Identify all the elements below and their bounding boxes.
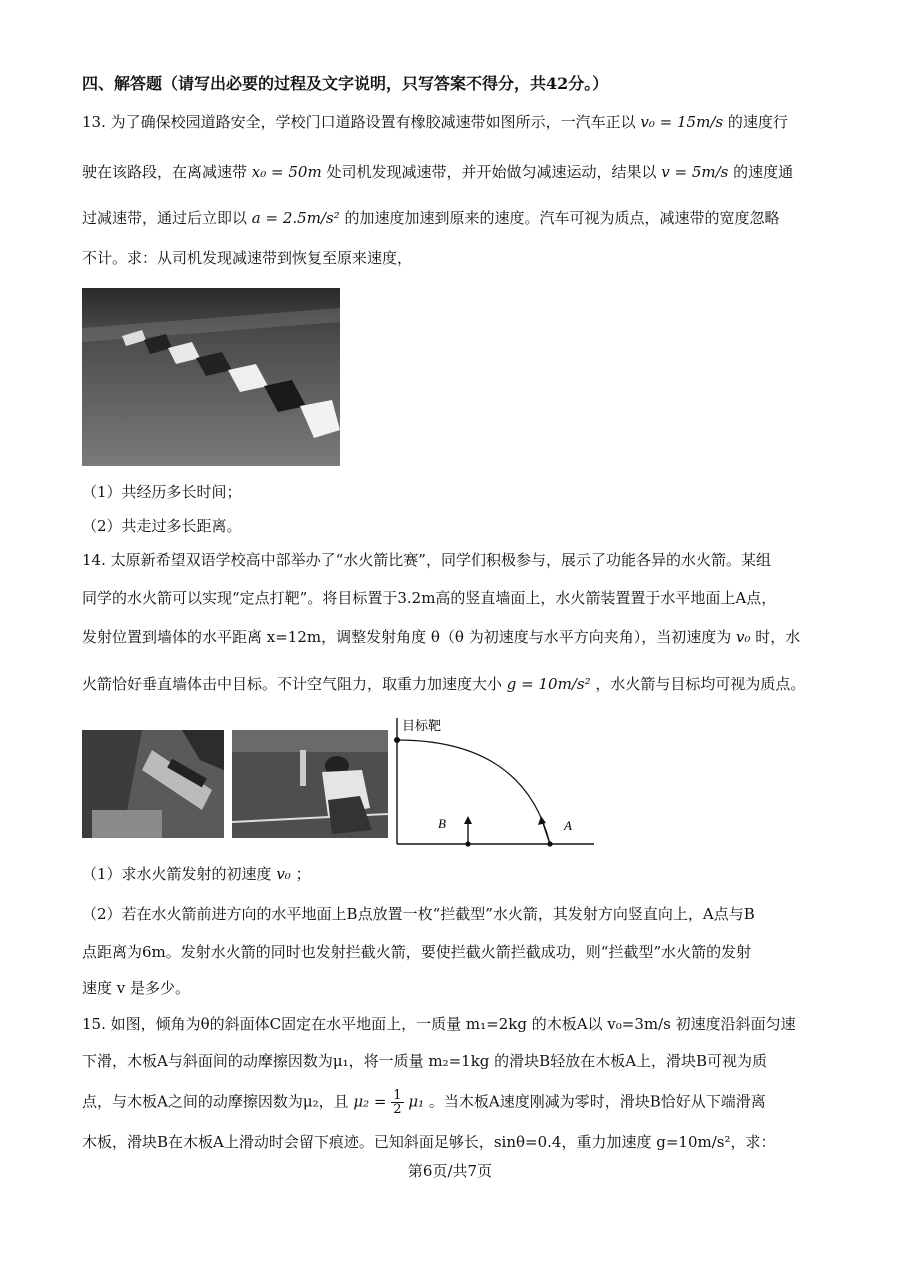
q13-sub1: （1）共经历多长时间； bbox=[82, 483, 242, 501]
q13-line1-end: 的速度行 bbox=[727, 113, 788, 131]
q14-sub1-v0: v₀ bbox=[276, 865, 291, 883]
q13-a: a = 2.5m/s² bbox=[251, 209, 340, 227]
q14-line3b: 时，水 bbox=[755, 628, 801, 646]
trajectory-curve bbox=[397, 740, 550, 844]
q13-line2 bbox=[82, 162, 793, 182]
q13-line2a: 驶在该路段，在离减速带 bbox=[82, 163, 248, 181]
q15-line4: 木板，滑块B在木板A上滑动时会留下痕迹。已知斜面足够长，sinθ=0.4，重力加速度 g=10m/s²，求： bbox=[82, 1133, 776, 1151]
q14-line4b: ，水火箭与目标均可视为质点。 bbox=[595, 675, 806, 693]
q13-line2c: 的速度通 bbox=[733, 163, 794, 181]
q14-sub1a: （1）求水火箭发射的初速度 bbox=[82, 865, 272, 883]
q13-line1 bbox=[82, 112, 788, 132]
q14-line3-v0: v₀ bbox=[736, 628, 751, 646]
rocket-launcher-photo bbox=[82, 730, 224, 838]
page-footer: 第6页/共7页 bbox=[407, 1162, 493, 1180]
q13-line4: 不计。求：从司机发现减速带到恢复至原来速度， bbox=[82, 249, 413, 267]
q13-line2b: 处司机发现减速带，并开始做匀减速运动，结果以 bbox=[326, 163, 657, 181]
q14-line4a: 火箭恰好垂直墙体击中目标。不计空气阻力，取重力加速度大小 bbox=[82, 675, 503, 693]
target-label: 目标靶 bbox=[402, 719, 442, 734]
q14-sub2-line3: 速度 v 是多少。 bbox=[82, 979, 191, 997]
q15-line1: 15. 如图，倾角为θ的斜面体C固定在水平地面上，一质量 m₁=2kg 的木板A以 v₀=3m/s 初速度沿斜面匀速 bbox=[82, 1015, 796, 1033]
q13-line3a: 过减速带，通过后立即以 bbox=[82, 209, 248, 227]
q13-sub2: （2）共走过多长距离。 bbox=[82, 517, 242, 535]
q14-line3 bbox=[82, 627, 800, 647]
trajectory-diagram bbox=[394, 712, 596, 848]
q15-line2: 下滑，木板A与斜面间的动摩擦因数为μ₁，将一质量 m₂=1kg 的滑块B轻放在木板A上，滑块B可视为质 bbox=[82, 1052, 768, 1070]
q14-line3a: 发射位置到墙体的水平距离 x=12m，调整发射角度 θ（θ 为初速度与水平方向夹角），当初速度为 bbox=[82, 628, 732, 646]
q14-sub1b: ； bbox=[295, 865, 311, 883]
q14-line4 bbox=[82, 674, 805, 694]
target-point bbox=[394, 737, 400, 743]
point-a-label: A bbox=[564, 818, 572, 833]
q14-sub2-line2: 点距离为6m。发射水火箭的同时也发射拦截火箭，要使拦截火箭拦截成功，则“拦截型”水火箭的发射 bbox=[82, 943, 752, 961]
q13-line3b: 的加速度加速到原来的速度。汽车可视为质点，减速带的宽度忽略 bbox=[344, 209, 780, 227]
speed-bump-photo bbox=[82, 288, 340, 466]
q14-sub1 bbox=[82, 864, 311, 884]
q15-line3 bbox=[82, 1089, 766, 1116]
q13-line3 bbox=[82, 208, 779, 228]
q13-x0: x₀ = 50m bbox=[251, 163, 322, 181]
section-heading: 四、解答题（请写出必要的过程及文字说明，只写答案不得分，共42分。） bbox=[82, 74, 609, 93]
q14-line1: 14. 太原新希望双语学校高中部举办了“水火箭比赛”，同学们积极参与，展示了功能各异的水火箭。某组 bbox=[82, 551, 771, 569]
q13-v: v = 5m/s bbox=[661, 163, 729, 181]
q13-v0: v₀ = 15m/s bbox=[640, 113, 724, 131]
q15-frac-den: 2 bbox=[393, 1102, 402, 1117]
q14-sub2-line1: （2）若在水火箭前进方向的水平地面上B点放置一枚“拦截型”水火箭，其发射方向竖直向上，A点与B bbox=[82, 905, 755, 923]
q15-line3b: 。当木板A速度刚减为零时，滑块B恰好从下端滑离 bbox=[428, 1092, 766, 1111]
point-b-label: B bbox=[438, 816, 446, 831]
q15-line3a: 点，与木板A之间的动摩擦因数为μ₂，且 bbox=[82, 1092, 349, 1111]
q13-line1-text: 13. 为了确保校园道路安全，学校门口道路设置有橡胶减速带如图所示，一汽车正以 bbox=[82, 113, 636, 131]
students-rocket-photo bbox=[232, 730, 388, 838]
q15-fraction bbox=[391, 1089, 403, 1116]
q14-g: g = 10m/s² bbox=[506, 675, 591, 693]
q15-mu1: μ₁ bbox=[408, 1092, 425, 1111]
q15-frac-num: 1 bbox=[393, 1088, 402, 1103]
q14-line2: 同学的水火箭可以实现“定点打靶”。将目标置于3.2m高的竖直墙面上，水火箭装置置于水平地面上A点， bbox=[82, 589, 777, 607]
q15-mu2: μ₂ = bbox=[353, 1092, 387, 1111]
